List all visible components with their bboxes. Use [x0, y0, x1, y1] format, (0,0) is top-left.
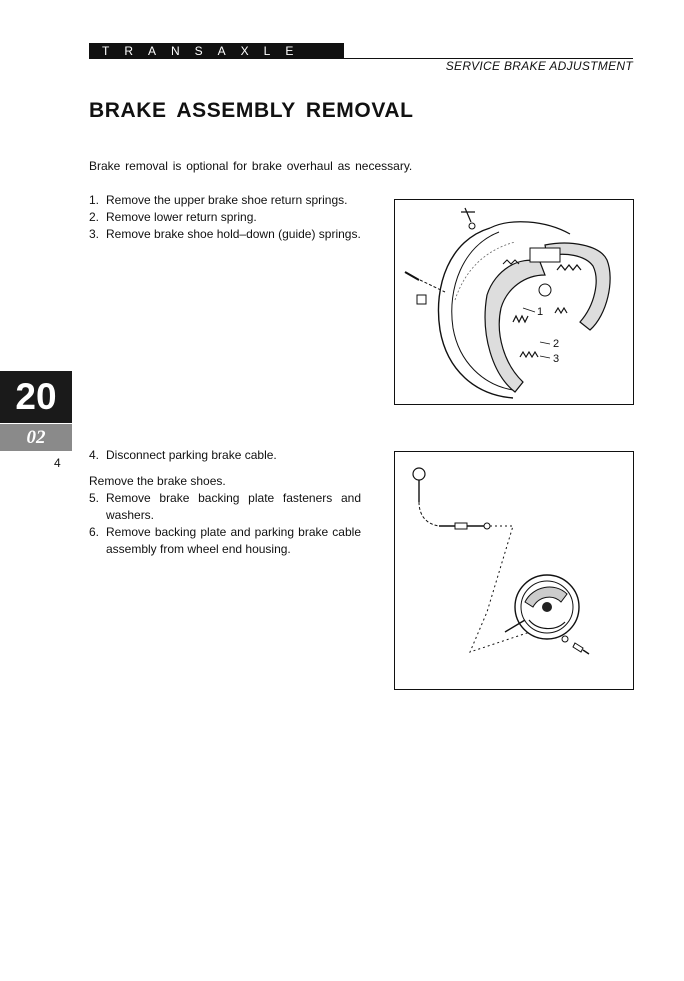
step-4 — [89, 447, 361, 464]
step-text: Disconnect parking brake cable. — [106, 448, 277, 462]
page-number: 4 — [54, 456, 61, 470]
callout-3: 3 — [553, 353, 560, 365]
section-header: SERVICE BRAKE ADJUSTMENT — [445, 59, 633, 73]
step-6 — [89, 524, 361, 558]
steps-list-1 — [89, 192, 361, 243]
step-text: Remove the upper brake shoe return springs. — [106, 193, 348, 207]
intro-text: Brake removal is optional for brake overhaul as necessary. — [89, 159, 413, 173]
brake-assembly-drawing — [395, 200, 633, 404]
step-number: 6. — [89, 525, 100, 539]
step-text: Remove brake backing plate fasteners and washers. — [106, 491, 361, 522]
steps-list-2 — [89, 447, 361, 558]
brake-assembly-figure — [394, 199, 634, 405]
step-1 — [89, 192, 361, 209]
parking-brake-cable-figure — [394, 451, 634, 690]
step-2 — [89, 209, 361, 226]
note-text: Remove the brake shoes. — [89, 474, 226, 488]
step-number: 3. — [89, 227, 100, 241]
callout-1: 1 — [537, 306, 544, 318]
section-tab: 02 — [0, 424, 72, 451]
step-text: Remove backing plate and parking brake cable assembly from wheel end housing. — [106, 525, 361, 556]
chapter-tab: 20 — [0, 371, 72, 423]
step-text: Remove brake shoe hold–down (guide) springs. — [106, 227, 361, 241]
step-text: Remove lower return spring. — [106, 210, 257, 224]
step-number: 5. — [89, 491, 100, 505]
step-3 — [89, 226, 361, 243]
step-number: 2. — [89, 210, 100, 224]
step-5 — [89, 490, 361, 524]
chapter-header: TRANSAXLE — [102, 44, 309, 58]
step-number: 4. — [89, 448, 100, 462]
page-title: BRAKE ASSEMBLY REMOVAL — [89, 99, 414, 122]
parking-brake-cable-drawing — [395, 452, 633, 689]
callout-2: 2 — [553, 338, 560, 350]
step-number: 1. — [89, 193, 100, 207]
